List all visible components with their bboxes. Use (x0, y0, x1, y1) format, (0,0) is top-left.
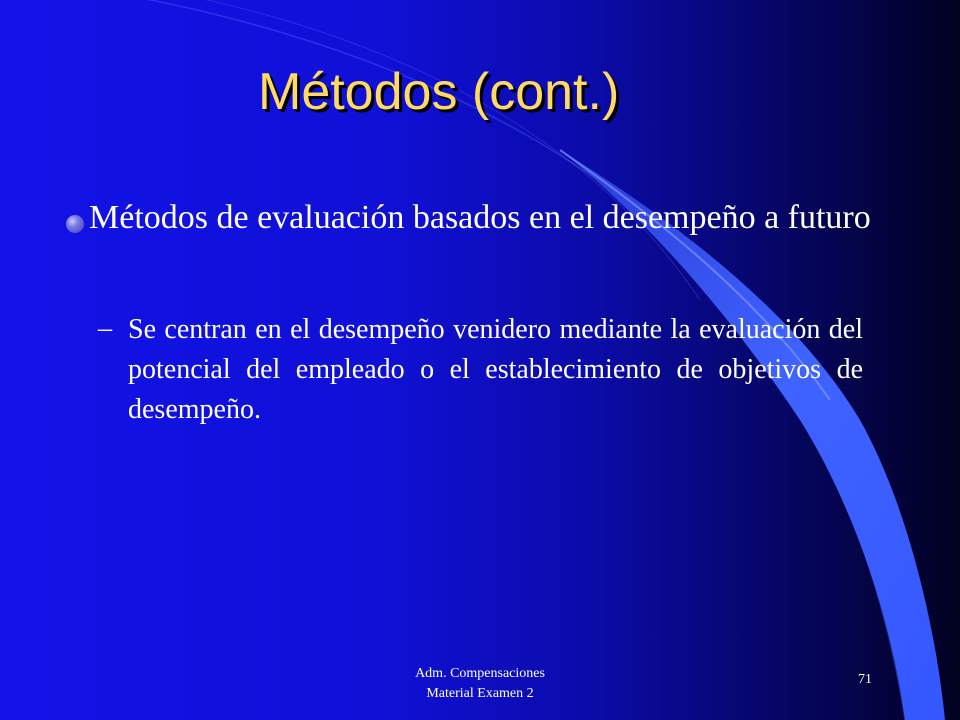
sub-bullet-text: Se centran en el desempeño venidero mediante la evaluación del potencial del empleado o el establecimiento de objetivos de desempeño. (128, 314, 863, 425)
bullet-text: Métodos de evaluación basados en el desempeño a futuro (89, 199, 871, 236)
bullet-dot-icon (66, 215, 84, 233)
footer (370, 664, 590, 704)
slide-number: 71 (858, 672, 872, 687)
dash-marker: – (98, 313, 112, 344)
slide-title: Métodos (cont.) (258, 63, 620, 121)
footer-line-2: Material Examen 2 (426, 686, 534, 701)
footer-line-1: Adm. Compensaciones (415, 666, 545, 681)
background-arc (160, 0, 700, 300)
